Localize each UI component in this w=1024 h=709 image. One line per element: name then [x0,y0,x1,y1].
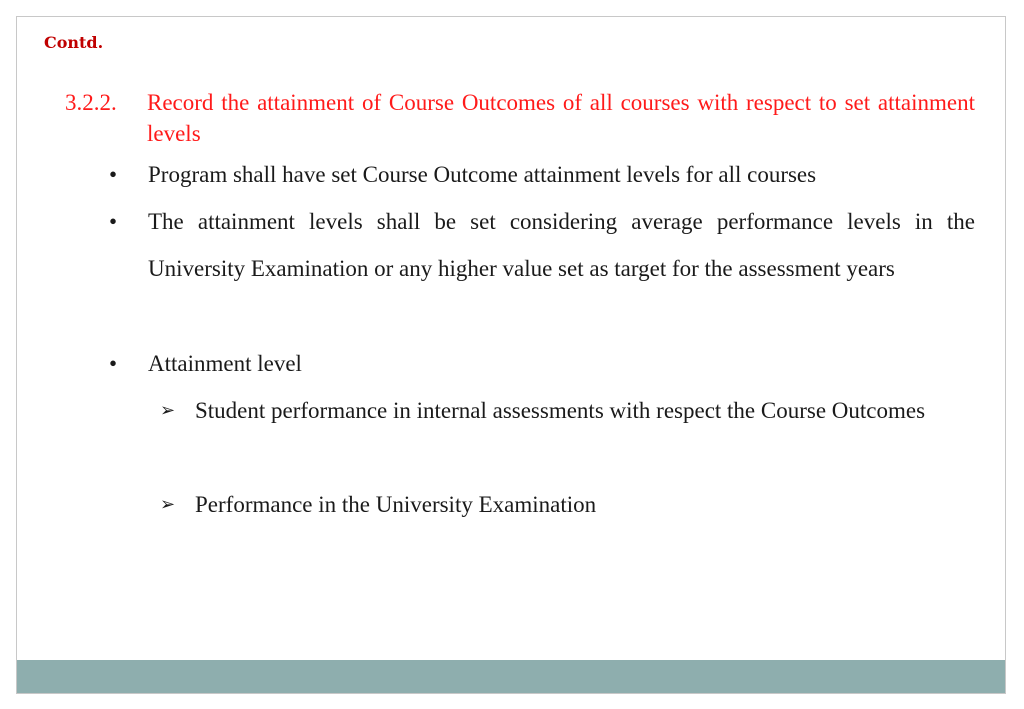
footer-bar [17,660,1005,693]
section-heading [65,87,975,149]
bullet-marker: • [109,162,118,187]
bullet-text: Attainment level [148,351,302,376]
section-number: 3.2.2. [65,90,117,115]
bullet-item [109,340,975,387]
bullet-text: Program shall have set Course Outcome attainment levels for all courses [148,162,817,187]
bullet-item [109,198,975,292]
section-title: Record the attainment of Course Outcomes of all courses with respect to set attainment levels [147,90,975,146]
sub-bullet-text: Student performance in internal assessments with respect the Course Outcomes [195,398,926,423]
arrow-bullet-icon: ➢ [160,400,176,420]
slide [16,16,1006,694]
bullet-marker: • [109,209,118,234]
bullet-marker: • [109,351,118,376]
sub-bullet-item [160,481,975,528]
contd-label: Contd. [44,33,104,52]
bullet-item [109,151,975,198]
arrow-bullet-icon: ➢ [160,494,176,514]
sub-bullet-text: Performance in the University Examination [195,492,597,517]
bullet-text: The attainment levels shall be set considering average performance levels in the University Examination or any higher value set as target for the assessment years [148,209,975,281]
sub-bullet-item [160,387,975,434]
